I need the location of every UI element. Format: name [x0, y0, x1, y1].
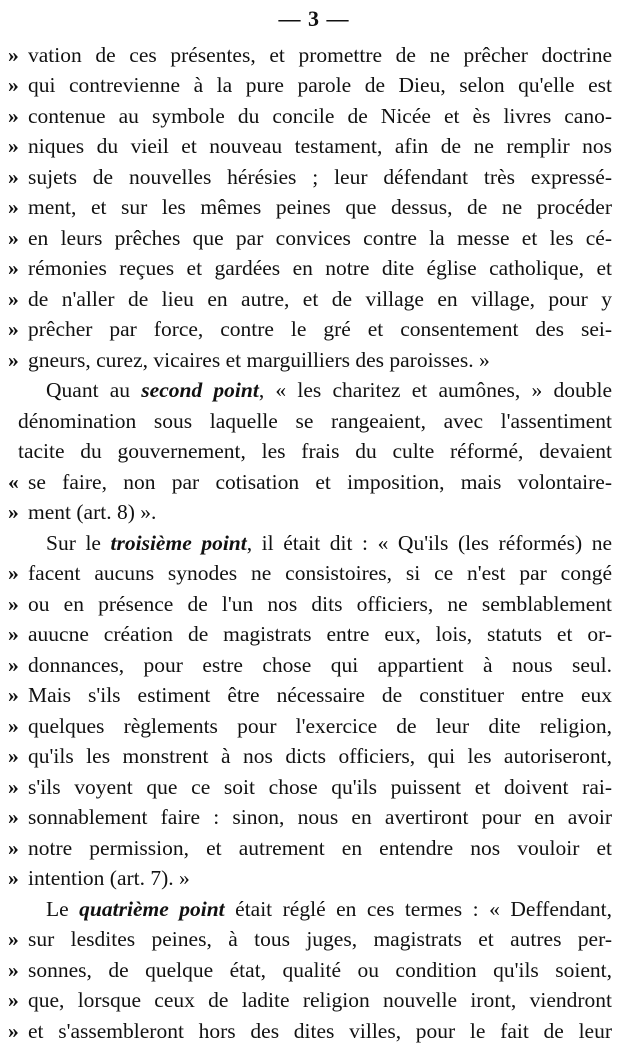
- quote-mark: »: [8, 43, 19, 67]
- line-text: ou en présence de l'un nos dits officiers, ne semblablement: [28, 591, 612, 616]
- text-line: [0, 955, 628, 985]
- text-line: [0, 192, 628, 222]
- page-number: — 3 —: [278, 6, 350, 31]
- text-line: [0, 436, 628, 466]
- text-line: [0, 284, 628, 314]
- line-text: ment, et sur les mêmes peines que dessus, de ne procéder: [28, 195, 612, 220]
- line-text: facent aucuns synodes ne consistoires, si ce n'est par congé: [28, 561, 612, 586]
- text-line: [0, 558, 628, 588]
- text-line: [0, 894, 628, 924]
- quote-mark: »: [8, 652, 19, 677]
- quote-mark: »: [8, 713, 19, 738]
- line-text: sonnes, de quelque état, qualité ou condition qu'ils soient,: [28, 957, 612, 982]
- line-text: se faire, non par cotisation et imposition, mais volontaire-: [28, 469, 612, 494]
- quote-mark: »: [8, 835, 19, 860]
- quote-mark: »: [8, 195, 19, 220]
- line-text: donnances, pour estre chose qui appartient à nous seul.: [28, 652, 612, 677]
- quote-mark: »: [8, 774, 19, 799]
- text-line: [0, 650, 628, 680]
- text-run: Quant au: [46, 378, 142, 403]
- line-text: [46, 375, 612, 405]
- line-text: notre permission, et autrement en entendre nos vouloir et: [28, 835, 612, 860]
- text-line: [0, 1016, 628, 1046]
- text-line: [0, 223, 628, 253]
- line-text: sonnablement faire : sinon, nous en avertiront pour en avoir: [28, 805, 612, 830]
- text-line: [0, 802, 628, 832]
- line-text: rémonies reçues et gardées en notre dite église catholique, et: [28, 256, 612, 281]
- text-line: [0, 772, 628, 802]
- text-line: [0, 863, 628, 893]
- quote-mark: »: [8, 561, 19, 586]
- quote-mark: »: [8, 103, 19, 128]
- text-line: [0, 497, 628, 527]
- text-line: [0, 589, 628, 619]
- text-run: , « les charitez et aumônes, » double: [258, 378, 612, 403]
- text-line: [0, 711, 628, 741]
- quote-mark: »: [8, 988, 19, 1013]
- line-text: sujets de nouvelles hérésies ; leur défendant très expressé-: [28, 164, 612, 189]
- quote-mark: »: [8, 683, 19, 708]
- text-line: [0, 467, 628, 497]
- line-text: Mais s'ils estiment être nécessaire de constituer entre eux: [28, 683, 612, 708]
- line-text: contenue au symbole du concile de Nicée et ès livres cano-: [28, 103, 612, 128]
- quote-mark: «: [8, 469, 19, 494]
- text-line: [0, 924, 628, 954]
- line-text: que, lorsque ceux de ladite religion nouvelle iront, viendront: [28, 988, 612, 1013]
- emphasis: second point: [141, 378, 259, 403]
- line-text: [46, 894, 612, 924]
- text-line: [0, 680, 628, 710]
- text-line: [0, 406, 628, 436]
- text-line: [0, 314, 628, 344]
- text-line: [0, 40, 628, 70]
- line-text: ment (art. 8) ».: [28, 500, 157, 525]
- text-line: [0, 833, 628, 863]
- quote-mark: »: [8, 317, 19, 342]
- line-text: niques du vieil et nouveau testament, afin de ne remplir nos: [28, 134, 612, 159]
- line-text: tacite du gouvernement, les frais du culte réformé, devaient: [18, 439, 612, 464]
- quote-mark: »: [8, 866, 19, 891]
- quote-mark: »: [8, 347, 19, 372]
- line-text: dénomination sous laquelle se rangeaient, avec l'assentiment: [18, 408, 612, 433]
- line-text: gneurs, curez, vicaires et marguilliers des paroisses. »: [28, 347, 490, 372]
- quote-mark: »: [8, 927, 19, 952]
- quote-mark: »: [8, 744, 19, 769]
- quote-mark: »: [8, 164, 19, 189]
- text-run: était réglé en ces termes : « Deffendant,: [224, 896, 613, 921]
- line-text: s'ils voyent que ce soit chose qu'ils puissent et doivent rai-: [28, 774, 612, 799]
- line-text: [46, 528, 612, 558]
- quote-mark: »: [8, 805, 19, 830]
- quote-mark: »: [8, 500, 19, 525]
- line-text: auucne création de magistrats entre eux, lois, statuts et or-: [28, 622, 612, 647]
- line-text: quelques règlements pour l'exercice de leur dite religion,: [28, 713, 612, 738]
- line-text: en leurs prêches que par convices contre la messe et les cé-: [28, 225, 612, 250]
- text-line: [0, 131, 628, 161]
- quote-mark: »: [8, 622, 19, 647]
- text-line: [0, 375, 628, 405]
- quote-mark: »: [8, 957, 19, 982]
- quote-mark: »: [8, 1018, 19, 1043]
- text-line: [0, 528, 628, 558]
- text-line: [0, 162, 628, 192]
- quote-mark: »: [8, 256, 19, 281]
- line-text: qu'ils les monstrent à nos dicts officiers, qui les autoriseront,: [28, 744, 612, 769]
- text-line: [0, 985, 628, 1015]
- line-text: prêcher par force, contre le gré et consentement des sei-: [28, 317, 612, 342]
- quote-mark: »: [8, 73, 19, 98]
- line-text: intention (art. 7). »: [28, 866, 190, 891]
- emphasis: troisième point: [110, 530, 247, 555]
- quote-mark: »: [8, 225, 19, 250]
- line-text: de n'aller de lieu en autre, et de village en village, pour y: [28, 286, 612, 311]
- line-text: sur lesdites peines, à tous juges, magistrats et autres per-: [28, 927, 612, 952]
- line-text: qui contrevienne à la pure parole de Dieu, selon qu'elle est: [28, 73, 612, 98]
- line-text: et s'assembleront hors des dites villes, pour le fait de leur: [28, 1018, 612, 1043]
- text-line: [0, 70, 628, 100]
- text-line: [0, 345, 628, 375]
- quote-mark: »: [8, 591, 19, 616]
- emphasis: quatrième point: [79, 896, 225, 921]
- quote-mark: »: [8, 286, 19, 311]
- quote-mark: »: [8, 134, 19, 159]
- text-line: [0, 253, 628, 283]
- text-run: Le: [46, 896, 80, 921]
- text-line: [0, 741, 628, 771]
- text-run: , il était dit : « Qu'ils (les réformés) ne: [246, 530, 612, 555]
- text-line: [0, 619, 628, 649]
- line-text: vation de ces présentes, et promettre de ne prêcher doctrine: [28, 43, 612, 67]
- text-line: [0, 101, 628, 131]
- text-run: Sur le: [46, 530, 111, 555]
